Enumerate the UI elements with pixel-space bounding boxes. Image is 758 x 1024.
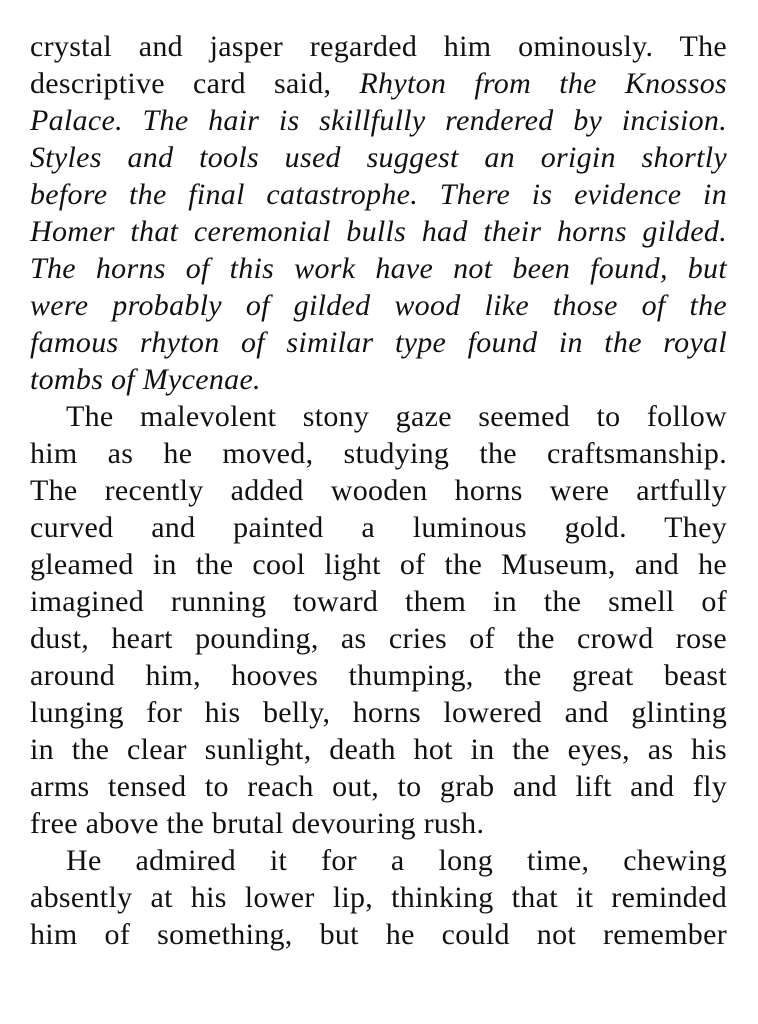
text-line xyxy=(30,65,727,102)
text-line xyxy=(30,916,727,953)
text-line xyxy=(30,139,727,176)
text-segment: curved and painted a luminous gold. They xyxy=(30,511,727,544)
italic-text: Homer that ceremonial bulls had their horns gilded. xyxy=(30,215,727,248)
text-line xyxy=(30,879,727,916)
text-segment: gleamed in the cool light of the Museum, and he xyxy=(30,548,727,581)
text-segment: descriptive card said, xyxy=(30,67,360,100)
paragraph xyxy=(30,398,727,842)
italic-text: Styles and tools used suggest an origin shortly xyxy=(30,141,727,174)
text-line xyxy=(30,102,727,139)
paragraph xyxy=(30,28,727,398)
text-line xyxy=(30,213,727,250)
text-line xyxy=(30,842,727,879)
italic-text: before the final catastrophe. There is evidence in xyxy=(30,178,727,211)
text-line xyxy=(30,509,727,546)
text-line xyxy=(30,805,727,842)
text-segment: him of something, but he could not remember xyxy=(30,918,727,951)
text-segment: him as he moved, studying the craftsmanship. xyxy=(30,437,727,470)
text-segment: around him, hooves thumping, the great beast xyxy=(30,659,727,692)
text-line xyxy=(30,287,727,324)
text-line xyxy=(30,361,727,398)
text-line xyxy=(30,176,727,213)
text-segment: in the clear sunlight, death hot in the eyes, as his xyxy=(30,733,727,766)
text-line xyxy=(30,583,727,620)
text-segment: dust, heart pounding, as cries of the crowd rose xyxy=(30,622,727,655)
text-line xyxy=(30,546,727,583)
text-line xyxy=(30,620,727,657)
italic-text: Rhyton from the Knossos xyxy=(359,67,727,100)
italic-text: tombs of Mycenae. xyxy=(30,363,261,396)
text-line xyxy=(30,435,727,472)
paragraph xyxy=(30,842,727,953)
text-line xyxy=(30,731,727,768)
text-segment: crystal and jasper regarded him ominously. The xyxy=(30,30,727,63)
text-segment: imagined running toward them in the smell of xyxy=(30,585,727,618)
text-segment: arms tensed to reach out, to grab and lift and fly xyxy=(30,770,727,803)
text-line xyxy=(30,250,727,287)
italic-text: The horns of this work have not been found, but xyxy=(30,252,727,285)
text-segment: The malevolent stony gaze seemed to follow xyxy=(66,400,727,433)
text-line xyxy=(30,768,727,805)
text-line xyxy=(30,28,727,65)
text-segment: free above the brutal devouring rush. xyxy=(30,807,485,840)
italic-text: were probably of gilded wood like those of the xyxy=(30,289,727,322)
text-line xyxy=(30,694,727,731)
text-line xyxy=(30,657,727,694)
text-segment: He admired it for a long time, chewing xyxy=(66,844,727,877)
text-line xyxy=(30,324,727,361)
text-line xyxy=(30,398,727,435)
text-segment: lunging for his belly, horns lowered and glinting xyxy=(30,696,727,729)
italic-text: famous rhyton of similar type found in the royal xyxy=(30,326,727,359)
text-segment: absently at his lower lip, thinking that it reminded xyxy=(30,881,727,914)
text-segment: The recently added wooden horns were artfully xyxy=(30,474,727,507)
page-content xyxy=(30,28,727,953)
italic-text: Palace. The hair is skillfully rendered by incision. xyxy=(30,104,727,137)
text-line xyxy=(30,472,727,509)
